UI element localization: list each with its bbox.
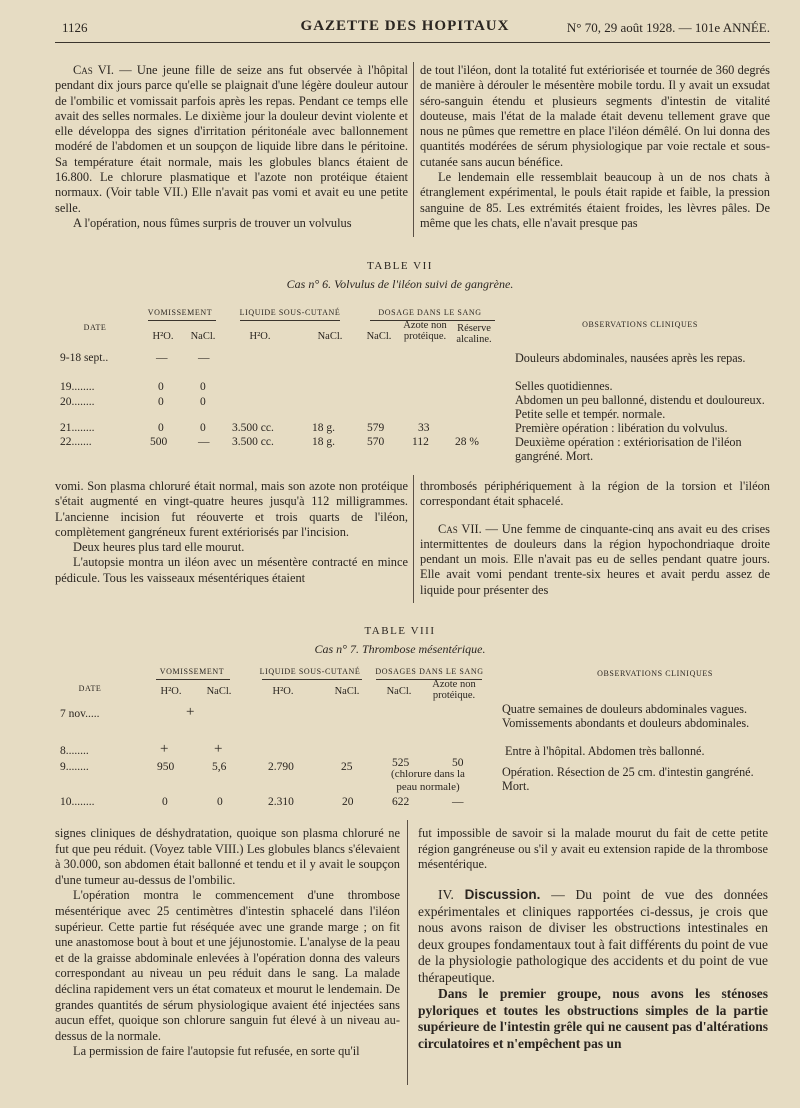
table-cell: 0 <box>200 381 206 393</box>
subheader-h2o: H²O. <box>160 686 182 697</box>
table-cell: — <box>198 436 210 448</box>
mid-left-column <box>55 479 408 586</box>
table-cell-observation: Quatre semaines de douleurs abdominales vagues. Vomissements abondants et douleurs abdominales. <box>502 702 750 730</box>
table-vii-subtitle: Cas n° 6. Volvulus de l'iléon suivi de gangrène. <box>286 277 514 291</box>
table-cell-date: 9........ <box>60 761 89 773</box>
journal-title: GAZETTE DES HOPITAUX <box>300 18 510 34</box>
paragraph: vomi. Son plasma chloruré était normal, mais son azote non protéique s'était augmenté en vingt-quatre heures jusqu'à 112 milligrammes. L'ancienne incision fut réouverte et trois quarts de l'iléon, complètement gangréneux furent extériorisés par l'incision. <box>55 479 408 539</box>
paragraph: A l'opération, nous fûmes surpris de trouver un volvulus <box>73 215 352 230</box>
subheader-azote: Azote non protéique. <box>432 679 476 701</box>
subheader-nacl: NaCl. <box>206 686 232 697</box>
subheader-nacl: NaCl. <box>366 331 392 342</box>
table-cell: — <box>452 796 464 808</box>
subheader-reserve: Réserve alcaline. <box>456 323 492 345</box>
table-cell-observation: Deuxième opération : extériorisation de l'iléon gangréné. Mort. <box>515 435 742 463</box>
table-cell-date: 21........ <box>60 422 95 434</box>
subheader-nacl: NaCl. <box>386 686 412 697</box>
paragraph: Le lendemain elle ressemblait beaucoup à un de nos chats à étranglement expérimental, le pouls était rapide et faible, la pression sanguine de 85. Les extrémités étaient froides, les lèvres pâles. De même que les chats, elle n'avait presque pas <box>420 170 770 230</box>
table-cell: 579 <box>367 422 385 434</box>
case-vi-paragraph: Cas VI. — Une jeune fille de seize ans fut observée à l'hôpital pendant dix jours parce qu'elle se plaignait d'une légère douleur autour de l'ombilic et vomissait parfois après les repas. Pendant ce temps elle avait des selles normales. Le dixième jour la douleur devint violente et elle développa des signes d'irritation péritonéale avec ballonnement modéré de l'abdomen et un soupçon de liquide libre dans le péritoine. Sa température était normale, mais les globules blancs étaient de 16.800. Le chlorure plasmatique et l'azote non protéique étaient normaux. (Voir table VII.) Elle n'avait pas vomi et avait eu une petite selle. <box>55 63 408 215</box>
table-header-observations: OBSERVATIONS CLINIQUES <box>597 669 713 678</box>
subheader-h2o: H²O. <box>272 686 294 697</box>
table-cell: 28 % <box>455 436 479 448</box>
table-cell-date: 8........ <box>60 745 89 757</box>
table-cell: 0 <box>158 422 164 434</box>
table-header-liquide: LIQUIDE SOUS-CUTANÉ <box>259 667 361 676</box>
table-cell: 570 <box>367 436 385 448</box>
paragraph: La permission de faire l'autopsie fut refusée, en sorte qu'il <box>73 1044 360 1059</box>
paragraph: L'autopsie montra un iléon avec un mésentère contracté en mince pédicule. Tous les vaisseaux mésentériques étaient <box>55 555 408 585</box>
header-underline <box>148 320 216 321</box>
subheader-azote: Azote non protéique. <box>403 320 447 342</box>
table-header-dosage: DOSAGE DANS LE SANG <box>378 308 482 317</box>
running-head <box>40 18 770 40</box>
table-header-vomissement: VOMISSEMENT <box>147 308 213 317</box>
table-cell: 2.790 <box>268 761 294 773</box>
section-number: IV. <box>438 887 454 902</box>
paragraph: L'opération montra le commencement d'une thrombose mésentérique avec 25 centimètres d'intestin sphacelé dans l'iléon supérieur. Cette partie fut réséquée avec une grande marge ; on fit une anastomose bout à bout et une jéjunostomie. L'analyse de la peau et de la graisse abdominale enlevées à l'opération donna des valeurs correspondant au niveau un peu réduit dans le sang. La malade déclina rapidement vers un état comateux et mourut le lendemain. De grandes quantités de sérum physiologique avaient été injectées sans aucun effet, quoique son chlorure sanguin fut élevé à un niveau au-dessus de la normale. <box>55 888 400 1043</box>
table-cell-observation: Opération. Résection de 25 cm. d'intestin gangréné. Mort. <box>502 765 754 793</box>
paragraph: thrombosés périphériquement à la région de la torsion et l'iléon correspondant était sphacelé. <box>420 479 770 509</box>
table-cell-observation: Entre à l'hôpital. Abdomen très ballonné. <box>505 744 705 758</box>
top-right-column <box>420 63 770 231</box>
table-cell: 0 <box>200 396 206 408</box>
table-cell: 0 <box>158 381 164 393</box>
table-cell: 500 <box>150 436 168 448</box>
bottom-right-column <box>418 826 768 873</box>
subheader-nacl: NaCl. <box>317 331 343 342</box>
table-viii-subtitle: Cas n° 7. Thrombose mésentérique. <box>314 642 486 656</box>
table-cell: — <box>156 352 168 364</box>
header-underline <box>262 679 362 680</box>
table-cell: 950 <box>157 761 175 773</box>
header-rule <box>55 42 770 43</box>
table-cell-date: 19........ <box>60 381 95 393</box>
table-cell: + <box>186 704 195 720</box>
table-header-liquide: LIQUIDE SOUS-CUTANÉ <box>239 308 341 317</box>
table-cell: 50 <box>452 757 464 769</box>
table-cell: 18 g. <box>312 436 335 448</box>
paragraph: signes cliniques de déshydratation, quoique son plasma chloruré ne fut que peu réduit. (Voyez table VIII.) Les globules blancs s'élevaient à 30.000, son abdomen était ballonné et tendu et il y avait le soupçon d'une tumeur au-dessus de l'ombilic. <box>55 826 400 887</box>
paragraph: Dans le premier groupe, nous avons les sténoses pyloriques et toutes les obstructions simples de la partie supérieure de l'intestin grêle qui ne causent pas d'altérations circulatoires et n'empêchent pas un <box>418 986 768 1051</box>
top-left-column <box>55 63 408 231</box>
table-cell: 0 <box>158 396 164 408</box>
table-cell-observation: Première opération : libération du volvulus. <box>515 421 728 435</box>
table-cell: + <box>160 741 169 757</box>
table-header-date: DATE <box>78 684 102 693</box>
paragraph: de tout l'iléon, dont la totalité fut extériorisée et tournée de 360 degrés de manière à dérouler le mésentère mobile tordu. Il y avait un exsudat séro-sanguin étendu et plusieurs segments d'intestin de vitalité douteuse, mais l'état de la malade était devenu tellement grave que nous ne pûmes que remettre en place l'iléon démêlé. On lui donna des quantités modérées de sérum physiologique par voie rectale et sous-cutanée sans aucun bénéfice. <box>420 63 770 169</box>
header-underline <box>156 679 230 680</box>
table-cell: 18 g. <box>312 422 335 434</box>
subheader-h2o: H²O. <box>249 331 271 342</box>
column-divider <box>407 820 408 1085</box>
case-vii-paragraph: Cas VII. — Une femme de cinquante-cinq ans avait eu des crises intermittentes de douleurs dans la région hypochondriaque droite pendant un mois. Elle n'avait pas eu de selles pendant quatre jours. Elle avait vomi pendant trente-six heures et avait perdu assez de liquide pour présenter des <box>420 521 770 597</box>
table-cell: 0 <box>217 796 223 808</box>
bottom-left-column <box>55 826 400 1060</box>
table-cell-date: 20........ <box>60 396 95 408</box>
subheader-h2o: H²O. <box>152 331 174 342</box>
table-header-date: DATE <box>83 323 107 332</box>
table-cell-date: 9-18 sept.. <box>60 352 109 364</box>
table-cell: 0 <box>162 796 168 808</box>
case-vii-label: Cas VII. <box>438 521 482 536</box>
mid-right-column <box>420 479 770 598</box>
table-header-observations: OBSERVATIONS CLINIQUES <box>582 320 698 329</box>
table-cell: 2.310 <box>268 796 294 808</box>
issue-info: N° 70, 29 août 1928. — 101e ANNÉE. <box>566 20 770 35</box>
table-cell: 20 <box>342 796 354 808</box>
column-divider <box>413 475 414 603</box>
table-cell-note: (chlorure dans la peau normale) <box>391 768 465 793</box>
table-header-vomissement: VOMISSEMENT <box>159 667 225 676</box>
case-vi-label: Cas VI. <box>73 63 114 77</box>
table-header-dosage: DOSAGES DANS LE SANG <box>375 667 484 676</box>
table-cell-date: 7 nov..... <box>60 708 100 720</box>
table-cell: 25 <box>341 761 353 773</box>
page-number: 1126 <box>62 20 88 35</box>
subheader-nacl: NaCl. <box>334 686 360 697</box>
table-cell: 525 <box>392 757 410 769</box>
table-cell-observation: Selles quotidiennes. <box>515 379 613 393</box>
table-cell-date: 10........ <box>60 796 95 808</box>
subheader-nacl: NaCl. <box>190 331 216 342</box>
table-cell: 5,6 <box>212 761 227 773</box>
table-cell-observation: Douleurs abdominales, nausées après les repas. <box>515 351 746 365</box>
table-vii-title: TABLE VII <box>367 260 433 272</box>
table-viii-title: TABLE VIII <box>364 625 436 637</box>
table-cell-observation: Abdomen un peu ballonné, distendu et douloureux. Petite selle et tempér. normale. <box>515 393 765 421</box>
table-cell-date: 22....... <box>60 436 92 448</box>
table-cell: 3.500 cc. <box>232 422 274 434</box>
table-cell: + <box>214 741 223 757</box>
table-cell: 33 <box>418 422 430 434</box>
table-cell: — <box>198 352 210 364</box>
table-cell: 112 <box>412 436 429 448</box>
discussion-paragraph: IV. Discussion. — Du point de vue des données expérimentales et cliniques rapportées ci-dessus, je crois que nous avons raison de diviser les obstructions intestinales en deux groupes fondamentaux tout à fait différents du point de vue de la physiologie pathologique des accidents et du point de vue thérapeutique. <box>418 887 769 985</box>
discussion-section <box>418 887 768 1052</box>
table-cell: 3.500 cc. <box>232 436 274 448</box>
column-divider <box>413 62 414 237</box>
section-heading: Discussion. <box>464 887 541 902</box>
paragraph: Deux heures plus tard elle mourut. <box>73 540 245 555</box>
table-cell: 622 <box>392 796 410 808</box>
table-cell: 0 <box>200 422 206 434</box>
paragraph: fut impossible de savoir si la malade mourut du fait de cette petite région gangréneuse ou s'il y avait eu extension rapide de la thrombose mésentérique. <box>418 826 768 872</box>
header-underline <box>240 320 340 321</box>
